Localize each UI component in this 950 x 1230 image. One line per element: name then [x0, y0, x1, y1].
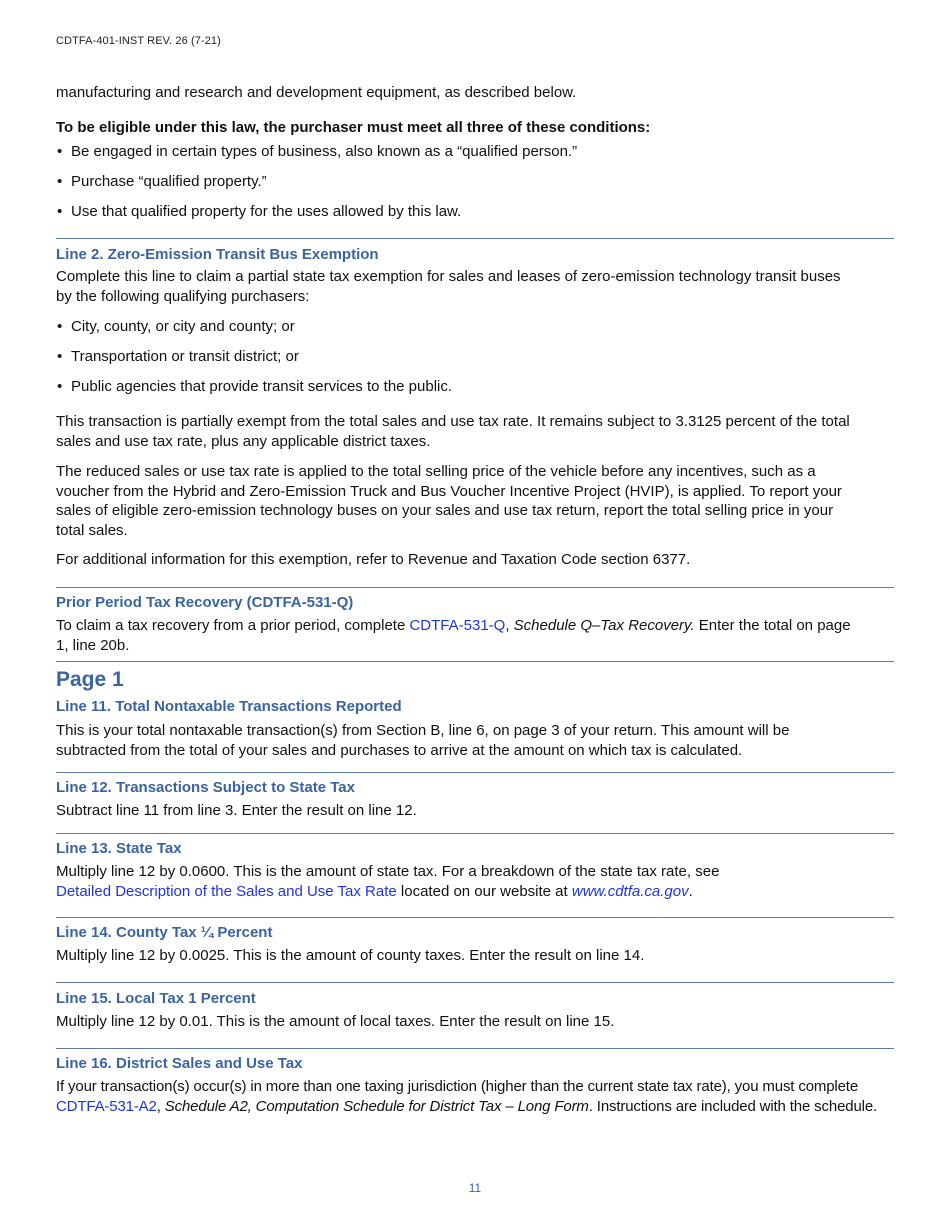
line2-heading: Line 2. Zero-Emission Transit Bus Exemption	[56, 246, 379, 263]
text-line: Complete this line to claim a partial state tax exemption for sales and leases of zero-emission technology transit buses	[56, 268, 841, 285]
line11-heading: Line 11. Total Nontaxable Transactions Reported	[56, 698, 402, 715]
line16-heading: Line 16. District Sales and Use Tax	[56, 1055, 303, 1072]
page-number: 11	[468, 1181, 482, 1195]
text-line	[56, 1097, 894, 1117]
line12-text: Subtract line 11 from line 3. Enter the result on line 12.	[56, 802, 417, 819]
text-line: by the following qualifying purchasers:	[56, 287, 310, 305]
line12-heading: Line 12. Transactions Subject to State Tax	[56, 779, 355, 796]
line2-paragraph-3	[56, 462, 894, 540]
line2-paragraph-4: For additional information for this exemption, refer to Revenue and Taxation Code section 6377.	[56, 551, 691, 568]
text-segment: ,	[505, 617, 514, 634]
text-segment: ,	[156, 1097, 165, 1115]
cdtfa-531-q-link[interactable]: CDTFA-531-Q	[409, 617, 506, 634]
text-segment: Enter the total on page	[694, 617, 851, 634]
line2-paragraph-2	[56, 412, 894, 451]
form-id-header: CDTFA-401-INST REV. 26 (7-21)	[56, 35, 221, 47]
section-divider	[56, 587, 894, 588]
section-divider	[56, 833, 894, 834]
section-divider	[56, 772, 894, 773]
line16-text	[56, 1077, 894, 1116]
intro-text: manufacturing and research and development equipment, as described below.	[56, 84, 577, 101]
purchaser-list	[56, 317, 452, 407]
text-line: subtracted from the total of your sales and purchases to arrive at the amount on which tax is calculated.	[56, 741, 743, 759]
section-divider	[56, 1048, 894, 1049]
text-line: The reduced sales or use tax rate is applied to the total selling price of the vehicle before any incentives, such as a	[56, 463, 816, 480]
text-line: If your transaction(s) occur(s) in more than one taxing jurisdiction (higher than the current state tax rate), you must complete	[56, 1078, 859, 1095]
text-line: This is your total nontaxable transaction(s) from Section B, line 6, on page 3 of your return. This amount will be	[56, 722, 790, 739]
line13-text	[56, 862, 894, 901]
list-item: • City, county, or city and county; or	[56, 317, 452, 347]
tax-rate-description-link[interactable]: Detailed Description of the Sales and Use Tax Rate	[56, 882, 397, 900]
section-divider	[56, 661, 894, 662]
text-line	[56, 882, 894, 902]
text-line: sales of eligible zero-emission technology buses on your sales and use tax return, report the total selling price in your	[56, 502, 834, 519]
prior-period-text	[56, 616, 894, 655]
page-title: Page 1	[56, 668, 124, 691]
text-segment: . Instructions are included with the schedule.	[588, 1097, 878, 1115]
list-item: • Be engaged in certain types of business, also known as a “qualified person.”	[56, 142, 577, 172]
schedule-q-title: Schedule Q–Tax Recovery.	[513, 617, 695, 634]
section-divider	[56, 238, 894, 239]
text-line	[56, 616, 894, 636]
text-line: sales and use tax rate, plus any applicable district taxes.	[56, 432, 431, 450]
list-item: • Public agencies that provide transit services to the public.	[56, 377, 452, 407]
prior-period-heading: Prior Period Tax Recovery (CDTFA-531-Q)	[56, 594, 354, 611]
list-item: • Purchase “qualified property.”	[56, 172, 577, 202]
line14-text: Multiply line 12 by 0.0025. This is the amount of county taxes. Enter the result on line 14.	[56, 947, 645, 964]
text-line: This transaction is partially exempt from the total sales and use tax rate. It remains subject to 3.3125 percent of the total	[56, 413, 850, 430]
text-line: Multiply line 12 by 0.0600. This is the amount of state tax. For a breakdown of the state tax rate, see	[56, 863, 720, 880]
text-line: 1, line 20b.	[56, 636, 130, 654]
cdtfa-531-a2-link[interactable]: CDTFA-531-A2	[56, 1097, 157, 1115]
section-divider	[56, 917, 894, 918]
list-item: • Use that qualified property for the uses allowed by this law.	[56, 202, 577, 232]
line13-heading: Line 13. State Tax	[56, 840, 182, 857]
text-segment: located on our website at	[396, 882, 572, 900]
line15-heading: Line 15. Local Tax 1 Percent	[56, 990, 256, 1007]
section-divider	[56, 982, 894, 983]
line11-text	[56, 721, 894, 760]
text-line: total sales.	[56, 521, 128, 539]
website-link[interactable]: www.cdtfa.ca.gov	[571, 882, 689, 900]
line14-heading: Line 14. County Tax ¼ Percent	[56, 924, 273, 941]
text-segment: .	[688, 882, 693, 900]
text-segment: To claim a tax recovery from a prior period, complete	[56, 617, 410, 634]
line15-text: Multiply line 12 by 0.01. This is the amount of local taxes. Enter the result on line 15.	[56, 1013, 615, 1030]
text-line: voucher from the Hybrid and Zero-Emission Truck and Bus Voucher Incentive Project (HVIP), is applied. To report your	[56, 482, 842, 500]
schedule-a2-title: Schedule A2, Computation Schedule for District Tax – Long Form	[164, 1097, 589, 1115]
list-item: • Transportation or transit district; or	[56, 347, 452, 377]
eligibility-lead: To be eligible under this law, the purchaser must meet all three of these conditions:	[56, 119, 651, 136]
eligibility-list	[56, 142, 577, 232]
line2-paragraph-1	[56, 267, 894, 306]
